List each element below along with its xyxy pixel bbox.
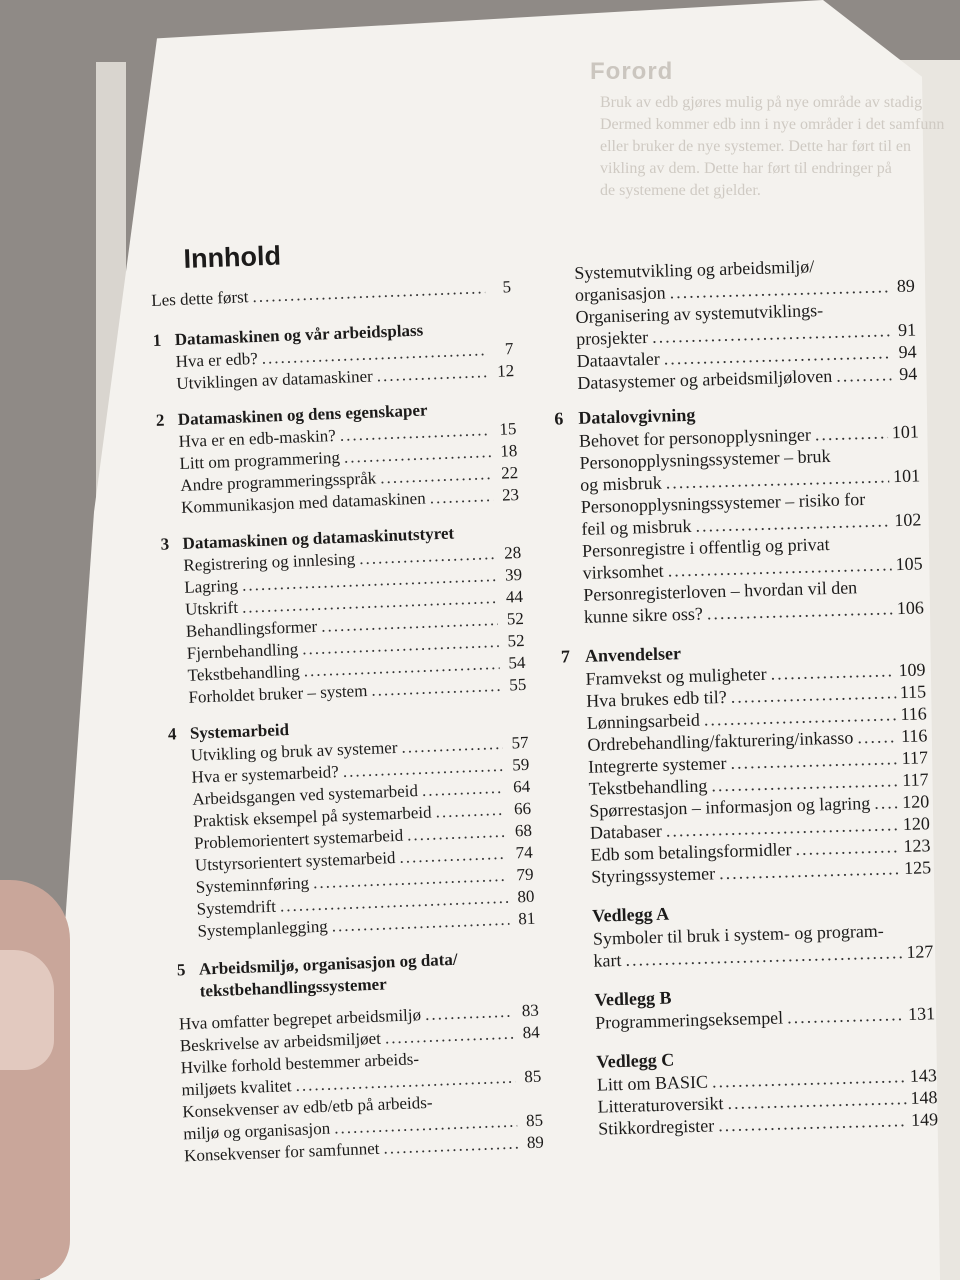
- toc-entry: Problemorientert systemarbeid ..... 68: [172, 820, 533, 856]
- chapter-5: 5 Arbeidsmiljø, organisasjon og data/ tekstbehandlingssystemer Hva omfatter begrepet arbeidsmiljø ..... 83 Beskrivelse av arbeidsmiljøet ..... 84 Hvilke forhold bestemmer arbeids- miljøets kvalitet ..... 85 Konsekvenser av edb/etb på arbeids- miljø og organisasjon ..... 85 Konsekvenser for samfunnet ..... 89: [177, 946, 545, 1168]
- toc-entry: Dataavtaler ..... 94: [576, 340, 916, 371]
- toc-entry: Stikkordregister ..... 149: [598, 1108, 938, 1139]
- appendix-b: [594, 978, 935, 1033]
- toc-entry: Databaser ..... 120: [590, 812, 930, 843]
- thumbnail: [0, 950, 54, 1070]
- toc-entry-first-line: Personregisterloven – hvordan vil den: [583, 577, 858, 605]
- toc-right-column: [554, 253, 939, 1140]
- appendix-a: [592, 894, 934, 971]
- toc-entry: Utviklingen av datamaskiner ..... 12: [154, 360, 515, 396]
- toc-entry: Ordrebehandling/fakturering/inkasso ..... 116: [587, 724, 927, 755]
- show-through-line: Dermed kommer edb inn i nye områder i det samfunn: [600, 116, 945, 133]
- chapter-title: Datamaskinen og vår arbeidsplass: [174, 320, 424, 350]
- toc-entry: Kommunikasjon med datamaskinen ..... 23: [159, 484, 520, 520]
- toc-entry: Hva er en edb-maskin? ..... 15: [156, 418, 517, 454]
- toc-entry: prosjekter ..... 91: [576, 318, 916, 349]
- toc-entry-first-line: Systemutvikling og arbeidsmiljø/: [574, 256, 815, 283]
- toc-entry: Tekstbehandling ..... 117: [588, 768, 928, 799]
- toc-entry: Tekstbehandling ..... 54: [165, 652, 526, 688]
- toc-entry: Spørrestasjon – informasjon og lagring ..... 120: [589, 790, 929, 821]
- toc-entry: Praktisk eksempel på systemarbeid ..... 66: [171, 798, 532, 834]
- show-through-line: Bruk av edb gjøres mulig på nye område av stadig: [600, 94, 923, 111]
- toc-entry: Lagring ..... 39: [162, 564, 523, 600]
- toc-entry: feil og misbruk ..... 102: [581, 508, 921, 539]
- toc-entry: Utvikling og bruk av systemer ..... 57: [168, 732, 529, 768]
- chapter-title: Systemarbeid: [189, 720, 290, 743]
- toc-entry-first-line: Organisering av systemutviklings-: [575, 300, 824, 327]
- toc-entry: Hva er systemarbeid? ..... 59: [169, 754, 530, 790]
- toc-entry: Litt om programmering ..... 18: [157, 440, 518, 476]
- toc-entry-first-line: Personopplysningssystemer – risiko for: [580, 488, 866, 517]
- show-through-title: Forord: [590, 58, 674, 85]
- toc-entry: kunne sikre oss? ..... 106: [584, 596, 924, 627]
- show-through-line: eller bruker de nye systemer. Dette har ført til en: [600, 138, 911, 155]
- toc-entry: Hva omfatter begrepet arbeidsmiljø ..... 83: [179, 1000, 540, 1036]
- toc-entry: Framvekst og muligheter ..... 109: [585, 658, 925, 689]
- toc-entry-first-line: Konsekvenser av edb/etb på arbeids-: [182, 1092, 433, 1122]
- toc-entry: Beskrivelse av arbeidsmiljøet ..... 84: [179, 1022, 540, 1058]
- toc-entry: miljø og organisasjon ..... 85: [183, 1110, 544, 1146]
- toc-left-column: [150, 254, 544, 1167]
- toc-entry: Les dette først ..... 5: [151, 276, 512, 312]
- appendix-title: Vedlegg C: [596, 1049, 675, 1072]
- chapter-title: Datamaskinen og dens egenskaper: [177, 400, 428, 430]
- toc-entry: og misbruk ..... 101: [580, 464, 920, 495]
- toc-entry: Utskrift ..... 44: [163, 586, 524, 622]
- appendix-title: Vedlegg B: [594, 987, 672, 1010]
- appendix-title: Vedlegg A: [591, 903, 670, 926]
- thumb: [0, 880, 70, 1280]
- toc-entry-first-line: Personregistre i offentlig og privat: [581, 533, 830, 561]
- show-through-line: vikling av dem. Dette har ført til endringer på: [600, 160, 892, 177]
- toc-entry: Systemdrift ..... 80: [174, 886, 535, 922]
- toc-entry-first-line: Hvilke forhold bestemmer arbeids-: [180, 1049, 420, 1078]
- chapter-title: Datalovgivning: [578, 404, 696, 428]
- toc-entry: Styringssystemer ..... 125: [591, 856, 931, 887]
- toc-entry: Litt om BASIC ..... 143: [597, 1064, 937, 1095]
- toc-entry: Behovet for personopplysninger ..... 101: [579, 420, 919, 451]
- toc-entry: Hva er edb? ..... 7: [153, 338, 514, 374]
- toc-entry: kart ..... 127: [593, 940, 933, 971]
- chapter-title: Anvendelser: [584, 643, 682, 666]
- toc-entry: Fjernbehandling ..... 52: [164, 630, 525, 666]
- chapter-7: 7 Anvendelser Framvekst og muligheter ..... 109 Hva brukes edb til? ..... 115 Lønningsarbeid ..... 116 Ordrebehandling/fakturering/inkasso ..... 116 Integrerte systemer ..... 117 Tekstbehandling ..... 117 Spørrestasjon – informasjon og lagring ..... 120 Databaser ..... 120 Edb som betalingsformidler ..... 123 Styringssystemer ..... 125: [585, 634, 932, 887]
- chapter-4: 4 Systemarbeid Utvikling og bruk av systemer ..... 57 Hva er systemarbeid? ..... 59 Arbeidsgangen ved systemarbeid ..... 64 Praktisk eksempel på systemarbeid ..... 66 Problemorientert systemarbeid ..... 68 Utstyrsorientert systemarbeid ..... 74 Systeminnføring ..... 79 Systemdrift ..... 80 Systemplanlegging ..... 81: [168, 710, 536, 944]
- chapter-3: 3 Datamaskinen og datamaskinutstyret Registrering og innlesing ..... 28 Lagring ..... 39 Utskrift ..... 44 Behandlingsformer ..... 52 Fjernbehandling ..... 52 Tekstbehandling ..... 54 Forholdet bruker – system ..... 55: [160, 520, 526, 710]
- toc-entry: Lønningsarbeid ..... 116: [587, 702, 927, 733]
- chapter-1: 1 Datamaskinen og vår arbeidsplass Hva er edb? ..... 7 Utviklingen av datamaskiner ..... 12: [152, 316, 514, 396]
- toc-entry: Systemplanlegging ..... 81: [175, 908, 536, 944]
- toc-entry: Registrering og innlesing ..... 28: [161, 542, 522, 578]
- chapter-6: 6 Datalovgivning Behovet for personopplysninger ..... 101 Personopplysningssystemer – bruk og misbruk ..... 101 Personopplysningssystemer – risiko for feil og misbruk ..... 102 Personregistre i offentlig og privat virksomhet ..... 105 Personregisterloven – hvordan vil den kunne sikre oss? ..... 106: [578, 396, 924, 627]
- chapter-title-continued: tekstbehandlingssystemer: [199, 974, 388, 1001]
- toc-entry: Forholdet bruker – system ..... 55: [166, 674, 527, 710]
- toc-entry-first-line: Personopplysningssystemer – bruk: [579, 445, 831, 473]
- chapter-title: Arbeidsmiljø, organisasjon og data/: [198, 949, 458, 979]
- toc-entry: Andre programmeringsspråk ..... 22: [158, 462, 519, 498]
- toc-entry: virksomhet ..... 105: [582, 552, 922, 583]
- show-through-line: de systemene det gjelder.: [600, 182, 761, 199]
- toc-entry: Behandlingsformer ..... 52: [164, 608, 525, 644]
- chapter-title: Datamaskinen og datamaskinutstyret: [182, 523, 455, 553]
- show-through-text: [600, 92, 944, 202]
- appendix-c: [596, 1040, 938, 1139]
- toc-entry: Datasystemer og arbeidsmiljøloven ..... 94: [577, 362, 917, 393]
- toc-entry: Utstyrsorientert systemarbeid ..... 74: [173, 842, 534, 878]
- toc-entry: Systeminnføring ..... 79: [173, 864, 534, 900]
- page-title: Innhold: [183, 240, 282, 274]
- toc-entry: Edb som betalingsformidler ..... 123: [590, 834, 930, 865]
- toc-entry: Programmeringseksempel ..... 131: [595, 1002, 935, 1033]
- toc-entry: Arbeidsgangen ved systemarbeid ..... 64: [170, 776, 531, 812]
- toc-entry-first-line: Symboler til bruk i system- og program-: [592, 920, 885, 949]
- toc-entry: Integrerte systemer ..... 117: [588, 746, 928, 777]
- toc-entry: Hva brukes edb til? ..... 115: [586, 680, 926, 711]
- toc-entry: miljøets kvalitet ..... 85: [181, 1066, 542, 1102]
- toc-entry: Konsekvenser for samfunnet ..... 89: [184, 1132, 545, 1168]
- toc-entry: Litteraturoversikt ..... 148: [597, 1086, 937, 1117]
- chapter-2: 2 Datamaskinen og dens egenskaper Hva er en edb-maskin? ..... 15 Litt om programmering ..... 18 Andre programmeringsspråk ..... 22 Kommunikasjon med datamaskinen ..... 23: [155, 396, 519, 520]
- toc-entry: organisasjon ..... 89: [575, 274, 915, 305]
